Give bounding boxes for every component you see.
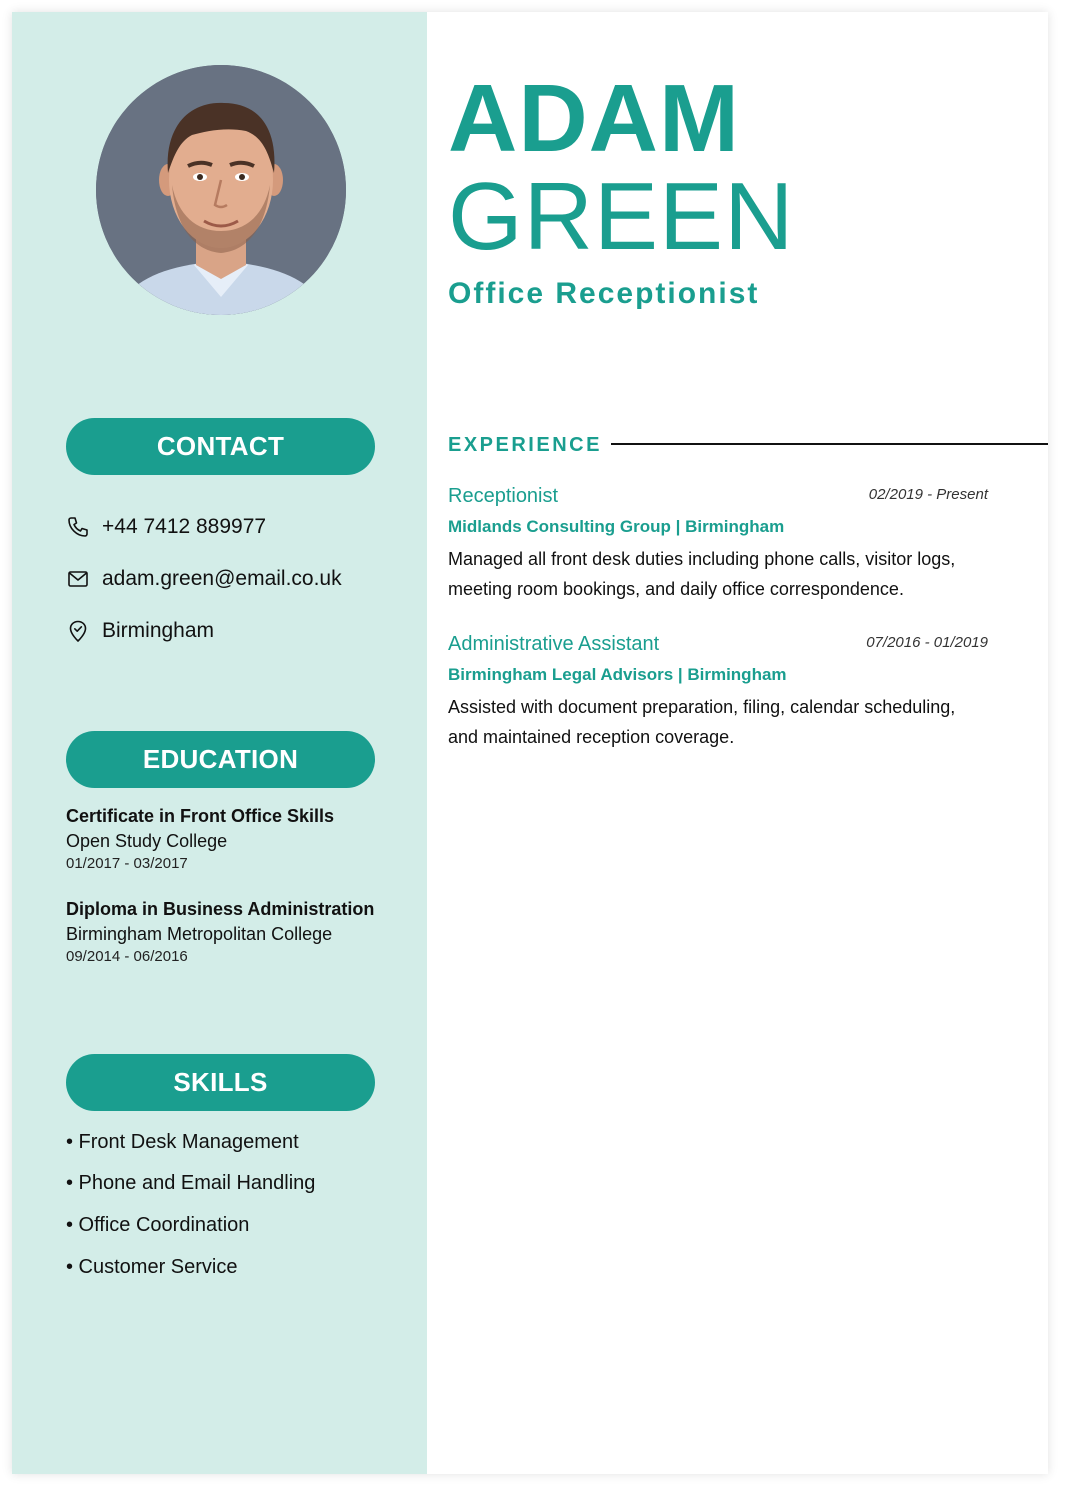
experience-heading: EXPERIENCE bbox=[448, 434, 602, 456]
job-company: Birmingham Legal Advisors | Birmingham bbox=[448, 665, 787, 684]
contact-heading: CONTACT bbox=[66, 418, 375, 475]
sidebar bbox=[12, 12, 427, 1474]
education-heading: EDUCATION bbox=[66, 731, 375, 788]
contact-phone bbox=[66, 512, 266, 542]
phone-icon bbox=[66, 515, 90, 539]
main-content bbox=[427, 12, 1048, 1474]
skill-item: • Front Desk Management bbox=[66, 1131, 299, 1153]
job-dates: 02/2019 - Present bbox=[868, 486, 988, 503]
resume-page bbox=[12, 12, 1048, 1474]
job-dates: 07/2016 - 01/2019 bbox=[866, 634, 988, 651]
experience-item bbox=[448, 482, 988, 604]
skill-item: • Phone and Email Handling bbox=[66, 1172, 316, 1194]
contact-location-text: Birmingham bbox=[102, 619, 215, 642]
envelope-icon bbox=[66, 567, 90, 591]
job-company: Midlands Consulting Group | Birmingham bbox=[448, 517, 785, 536]
contact-email-text: adam.green@email.co.uk bbox=[102, 567, 342, 590]
skill-item: • Office Coordination bbox=[66, 1214, 250, 1236]
skills-heading: SKILLS bbox=[66, 1054, 375, 1111]
education-school: Open Study College bbox=[66, 831, 228, 851]
job-description: Assisted with document preparation, filing, calendar scheduling, and maintained reception coverage. bbox=[448, 697, 956, 747]
education-school: Birmingham Metropolitan College bbox=[66, 924, 333, 944]
job-role: Administrative Assistant bbox=[448, 633, 660, 655]
contact-location bbox=[66, 616, 214, 646]
profile-portrait bbox=[96, 65, 346, 315]
education-item bbox=[66, 897, 406, 967]
location-pin-icon bbox=[66, 619, 90, 643]
experience-divider bbox=[611, 443, 1048, 445]
profile-photo bbox=[96, 65, 346, 315]
first-name: ADAM bbox=[448, 65, 740, 172]
contact-phone-text: +44 7412 889977 bbox=[102, 515, 267, 538]
experience-item bbox=[448, 630, 988, 752]
job-title: Office Receptionist bbox=[448, 277, 760, 310]
education-degree: Certificate in Front Office Skills bbox=[66, 806, 335, 826]
contact-email bbox=[66, 564, 342, 594]
education-dates: 01/2017 - 03/2017 bbox=[66, 855, 188, 872]
job-description: Managed all front desk duties including phone calls, visitor logs, meeting room bookings, and daily office correspondence. bbox=[448, 549, 956, 599]
last-name: GREEN bbox=[448, 163, 795, 270]
skill-item: • Customer Service bbox=[66, 1256, 238, 1278]
job-role: Receptionist bbox=[448, 485, 559, 507]
education-item bbox=[66, 804, 406, 874]
education-dates: 09/2014 - 06/2016 bbox=[66, 948, 188, 965]
education-degree: Diploma in Business Administration bbox=[66, 899, 375, 919]
